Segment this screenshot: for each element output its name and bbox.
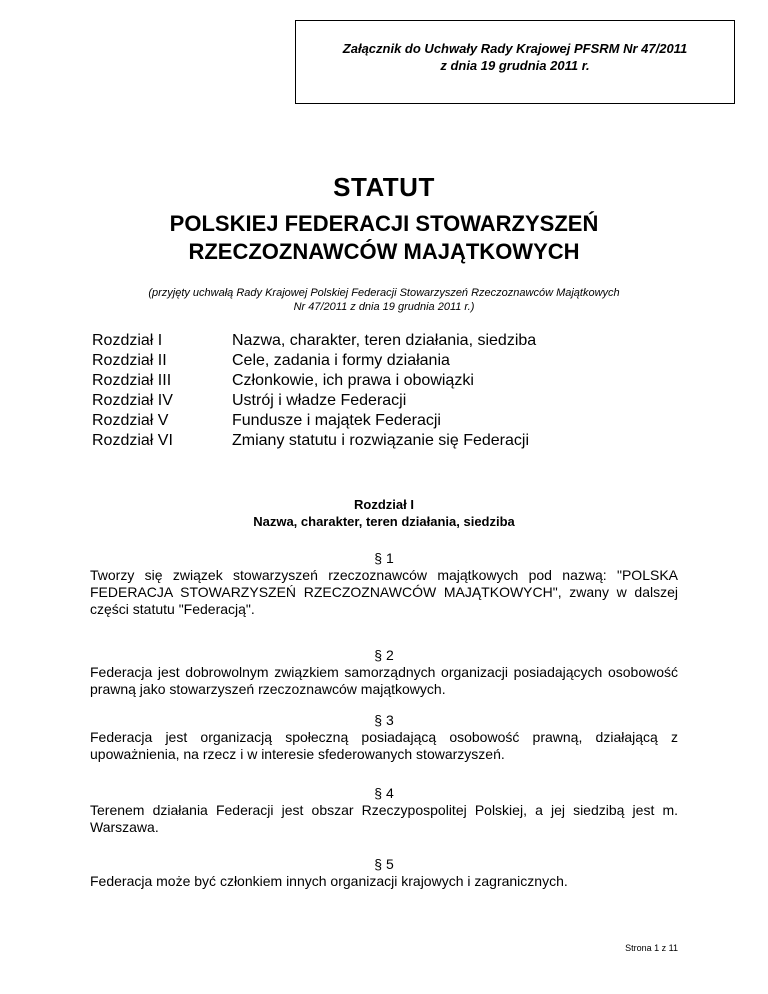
toc-chapter-number: Rozdział III <box>92 372 172 389</box>
paragraph-text: Federacja jest organizacją społeczną posiadającą osobowość prawną, działającą z upoważnienia, na rzecz i w interesie sfederowanych stowarzyszeń. <box>90 729 678 762</box>
toc-chapter-number: Rozdział IV <box>92 392 173 409</box>
toc-chapter-title: Członkowie, ich prawa i obowiązki <box>232 372 474 389</box>
paragraph-5 <box>90 856 678 890</box>
toc-chapter-title: Nazwa, charakter, teren działania, siedziba <box>232 332 537 349</box>
toc-chapter-title: Cele, zadania i formy działania <box>232 352 450 369</box>
paragraph-number: § 3 <box>374 712 394 728</box>
adoption-note <box>0 286 768 314</box>
attachment-line-2: z dnia 19 grudnia 2011 r. <box>440 58 590 73</box>
paragraph-number: § 4 <box>374 785 394 801</box>
toc-chapter-title: Zmiany statutu i rozwiązanie się Federacji <box>232 432 530 449</box>
toc-row <box>92 391 692 411</box>
page-number: Strona 1 z 11 <box>625 943 678 953</box>
subtitle-line-1: POLSKIEJ FEDERACJI STOWARZYSZEŃ <box>169 211 599 236</box>
adoption-line-2: Nr 47/2011 z dnia 19 grudnia 2011 r.) <box>293 301 475 313</box>
document-title: STATUT <box>333 172 435 202</box>
toc-row <box>92 431 692 451</box>
toc-chapter-title: Ustrój i władze Federacji <box>232 392 407 409</box>
toc-chapter-number: Rozdział II <box>92 352 167 369</box>
subtitle-line-2: RZECZOZNAWCÓW MAJĄTKOWYCH <box>188 239 580 264</box>
attachment-note-box <box>295 20 735 104</box>
toc-row <box>92 411 692 431</box>
chapter-heading <box>0 496 768 530</box>
paragraph-1 <box>90 550 678 618</box>
paragraph-number: § 2 <box>374 647 394 663</box>
paragraph-2 <box>90 647 678 698</box>
table-of-contents <box>92 331 692 451</box>
document-subtitle <box>0 210 768 266</box>
paragraph-number: § 1 <box>374 550 394 566</box>
paragraph-text: Tworzy się związek stowarzyszeń rzeczoznawców majątkowych pod nazwą: "POLSKA FEDERACJA STOWARZYSZEŃ RZECZOZNAWCÓW MAJĄTKOWYCH", zwany w dalszej części statutu "Federacją". <box>90 567 678 617</box>
paragraph-number: § 5 <box>374 856 394 872</box>
chapter-label: Rozdział I <box>354 497 414 512</box>
chapter-title: Nazwa, charakter, teren działania, siedziba <box>253 514 515 529</box>
paragraph-3 <box>90 712 678 763</box>
toc-chapter-number: Rozdział I <box>92 332 163 349</box>
toc-row <box>92 371 692 391</box>
paragraph-4 <box>90 785 678 836</box>
attachment-line-1: Załącznik do Uchwały Rady Krajowej PFSRM Nr 47/2011 <box>342 41 688 56</box>
toc-row <box>92 351 692 371</box>
paragraph-text: Federacja jest dobrowolnym związkiem samorządnych organizacji posiadających osobowość prawną jako stowarzyszeń rzeczoznawców majątkowych. <box>90 664 678 697</box>
toc-row <box>92 331 692 351</box>
toc-chapter-title: Fundusze i majątek Federacji <box>232 412 441 429</box>
adoption-line-1: (przyjęty uchwałą Rady Krajowej Polskiej Federacji Stowarzyszeń Rzeczoznawców Majątkowych <box>148 287 620 299</box>
toc-chapter-number: Rozdział V <box>92 412 169 429</box>
toc-chapter-number: Rozdział VI <box>92 432 173 449</box>
paragraph-text: Federacja może być członkiem innych organizacji krajowych i zagranicznych. <box>90 873 568 889</box>
paragraph-text: Terenem działania Federacji jest obszar Rzeczypospolitej Polskiej, a jej siedzibą jest m. Warszawa. <box>90 802 678 835</box>
